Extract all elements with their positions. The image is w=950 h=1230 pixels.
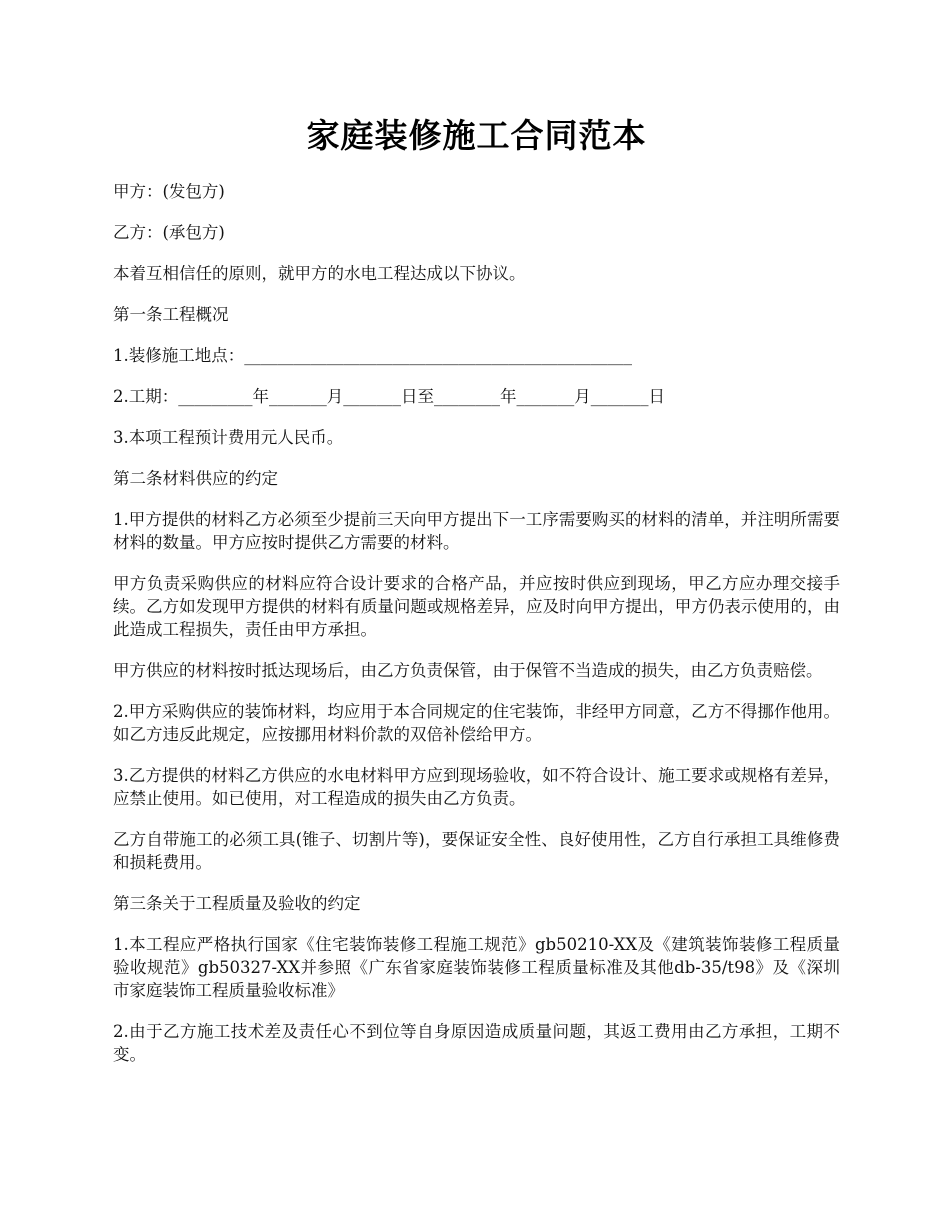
material-clause-1: 1.甲方提供的材料乙方必须至少提前三天向甲方提出下一工序需要购买的材料的清单，并注明所需要材料的数量。甲方应按时提供乙方需要的材料。 [113,510,840,552]
material-clause-2: 2.甲方采购供应的装饰材料，均应用于本合同规定的住宅装饰，非经甲方同意，乙方不得挪作他用。如乙方违反此规定，应按挪用材料价款的双倍补偿给甲方。 [113,702,840,744]
material-clause-3: 3.乙方提供的材料乙方供应的水电材料甲方应到现场验收，如不符合设计、施工要求或规格有差异，应禁止使用。如已使用，对工程造成的损失由乙方负责。 [113,766,840,808]
article-2-heading: 第二条材料供应的约定 [113,469,278,488]
material-clause-custody: 甲方供应的材料按时抵达现场后，由乙方负责保管，由于保管不当造成的损失，由乙方负责赔偿。 [113,661,823,680]
agreement-intro: 本着互相信任的原则，就甲方的水电工程达成以下协议。 [113,264,526,283]
quality-clause-2: 2.由于乙方施工技术差及责任心不到位等自身原因造成质量问题，其返工费用由乙方承担，工期不变。 [113,1022,840,1064]
party-a-line: 甲方：(发包方) [113,182,225,201]
party-b-line: 乙方：(承包方) [113,223,225,242]
construction-site-line: 1.装修施工地点：_______________________________________________ [113,346,632,365]
quality-clause-1: 1.本工程应严格执行国家《住宅装饰装修工程施工规范》gb50210-XX及《建筑装饰装修工程质量验收规范》gb50327-XX并参照《广东省家庭装饰装修工程质量标准及其他db-35/t98》及《深圳市家庭装饰工程质量验收标准》 [113,935,840,1000]
material-clause-procurement: 甲方负责采购供应的材料应符合设计要求的合格产品，并应按时供应到现场，甲乙方应办理交接手续。乙方如发现甲方提供的材料有质量问题或规格差异，应及时向甲方提出，甲方仍表示使用的，由此造成工程损失，责任由甲方承担。 [113,574,840,639]
material-clause-tools: 乙方自带施工的必须工具(锥子、切割片等)，要保证安全性、良好使用性，乙方自行承担工具维修费和损耗费用。 [113,830,840,872]
estimated-cost-line: 3.本项工程预计费用元人民币。 [113,428,344,447]
construction-period-line: 2.工期：_________年_______月_______日至________年_______月_______日 [113,387,665,406]
article-1-heading: 第一条工程概况 [113,305,229,324]
document-title: 家庭装修施工合同范本 [306,116,647,155]
article-3-heading: 第三条关于工程质量及验收的约定 [113,894,361,913]
